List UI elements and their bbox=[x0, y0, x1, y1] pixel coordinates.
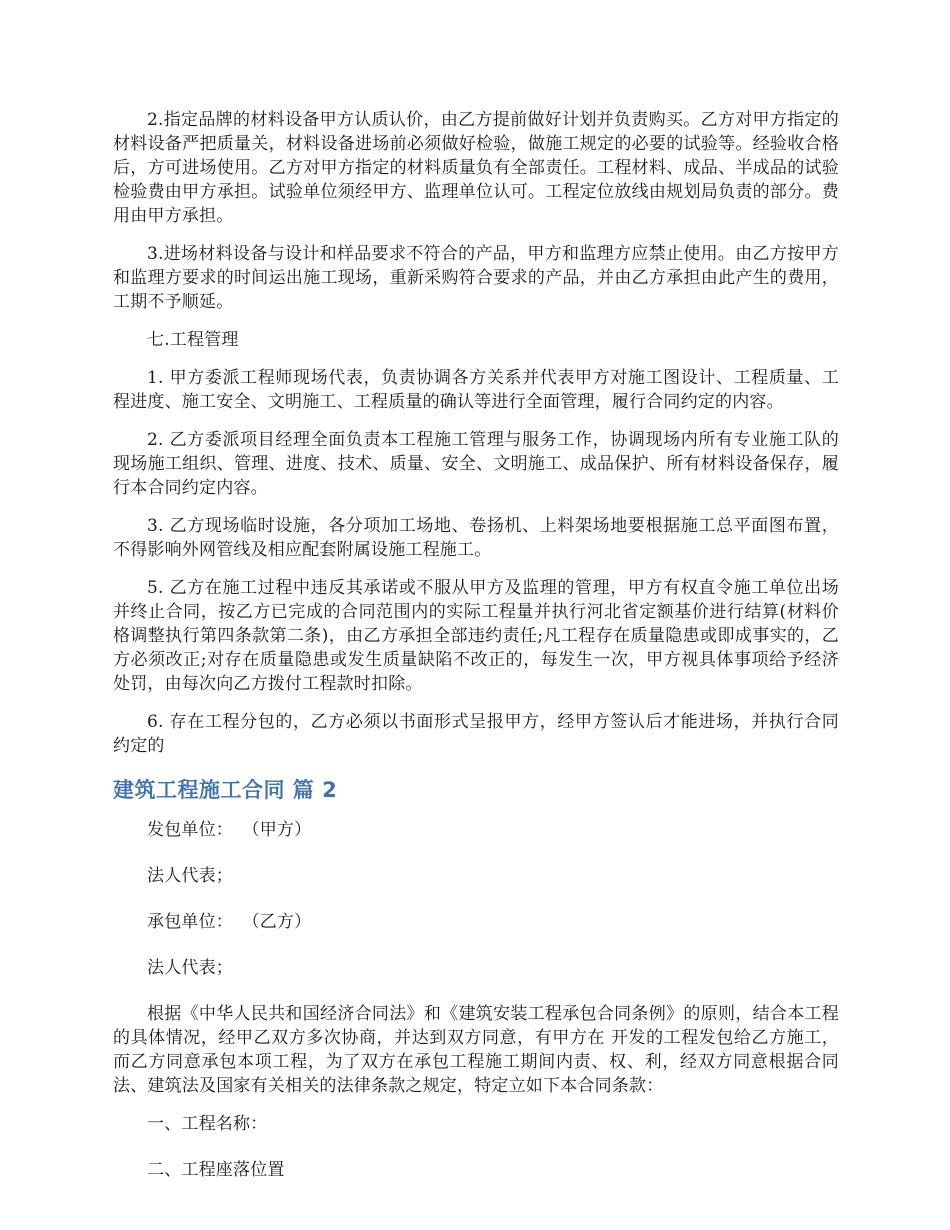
list-item: 1. 甲方委派工程师现场代表，负责协调各方关系并代表甲方对施工图设计、工程质量、工程进度、施工安全、文明施工、工程质量的确认等进行全面管理，履行合同约定的内容。 bbox=[113, 368, 839, 412]
list-item: 5. 乙方在施工过程中违反其承诺或不服从甲方及监理的管理，甲方有权直令施工单位出场并终止合同，按乙方已完成的合同范围内的实际工程量并执行河北省定额基价进行结算(材料价格调整执行第四条款第二条)，由乙方承担全部违约责任;凡工程存在质量隐患或即成事实的，乙方必须改正;对存在质量隐患或发生质量缺陷不改正的，每发生一次，甲方视具体事项给予经济处罚，由每次向乙方拨付工程款时扣除。 bbox=[113, 578, 839, 694]
contractor-line bbox=[113, 910, 839, 934]
list-item: 3. 乙方现场临时设施，各分项加工场地、卷扬机、上料架场地要根据施工总平面图布置，不得影响外网管线及相应配套附属设施工程施工。 bbox=[113, 516, 839, 560]
list-item: 2. 乙方委派项目经理全面负责本工程施工管理与服务工作，协调现场内所有专业施工队的现场施工组织、管理、进度、技术、质量、安全、文明施工、成品保护、所有材料设备保存，履行本合同约定内容。 bbox=[113, 430, 839, 498]
employer-label: 发包单位： bbox=[147, 820, 233, 840]
paragraph-material-nonconforming: 3.进场材料设备与设计和样品要求不符合的产品，甲方和监理方应禁止使用。由乙方按甲方和监理方要求的时间运出施工现场，重新采购符合要求的产品，并由乙方承担由此产生的费用，工期不予顺延。 bbox=[113, 244, 839, 312]
contractor-value: （乙方） bbox=[251, 912, 312, 932]
contract-intro: 根据《中华人民共和国经济合同法》和《建筑安装工程承包合同条例》的原则，结合本工程的具体情况，经甲乙双方多次协商，并达到双方同意，有甲方在 开发的工程发包给乙方施工，而乙方同意承包本项工程，为了双方在承包工程施工期间内责、权、利，经双方同意根据合同法、建筑法及国家有关相关的法律条款之规定，特定立如下本合同条款： bbox=[113, 1004, 839, 1096]
clause-project-location: 二、工程座落位置 bbox=[147, 1160, 285, 1180]
contractor-representative: 法人代表； bbox=[147, 958, 233, 978]
contractor-label: 承包单位： bbox=[147, 912, 233, 932]
document-page bbox=[113, 108, 839, 1204]
employer-line bbox=[113, 818, 839, 842]
clause-project-name: 一、工程名称： bbox=[147, 1114, 268, 1134]
section-heading: 建筑工程施工合同 篇 2 bbox=[113, 778, 338, 802]
employer-value: （甲方） bbox=[251, 820, 312, 840]
employer-representative: 法人代表； bbox=[147, 866, 233, 886]
paragraph-material-brand: 2.指定品牌的材料设备甲方认质认价，由乙方提前做好计划并负责购买。乙方对甲方指定的材料设备严把质量关，材料设备进场前必须做好检验，做施工规定的必要的试验等。经验收合格后，方可进场使用。乙方对甲方指定的材料质量负有全部责任。工程材料、成品、半成品的试验检验费由甲方承担。试验单位须经甲方、监理单位认可。工程定位放线由规划局负责的部分。费用由甲方承担。 bbox=[113, 110, 839, 226]
subheading-engineering-management: 七.工程管理 bbox=[147, 330, 239, 350]
list-item: 6. 存在工程分包的，乙方必须以书面形式呈报甲方，经甲方签认后才能进场，并执行合同约定的 bbox=[113, 712, 839, 756]
